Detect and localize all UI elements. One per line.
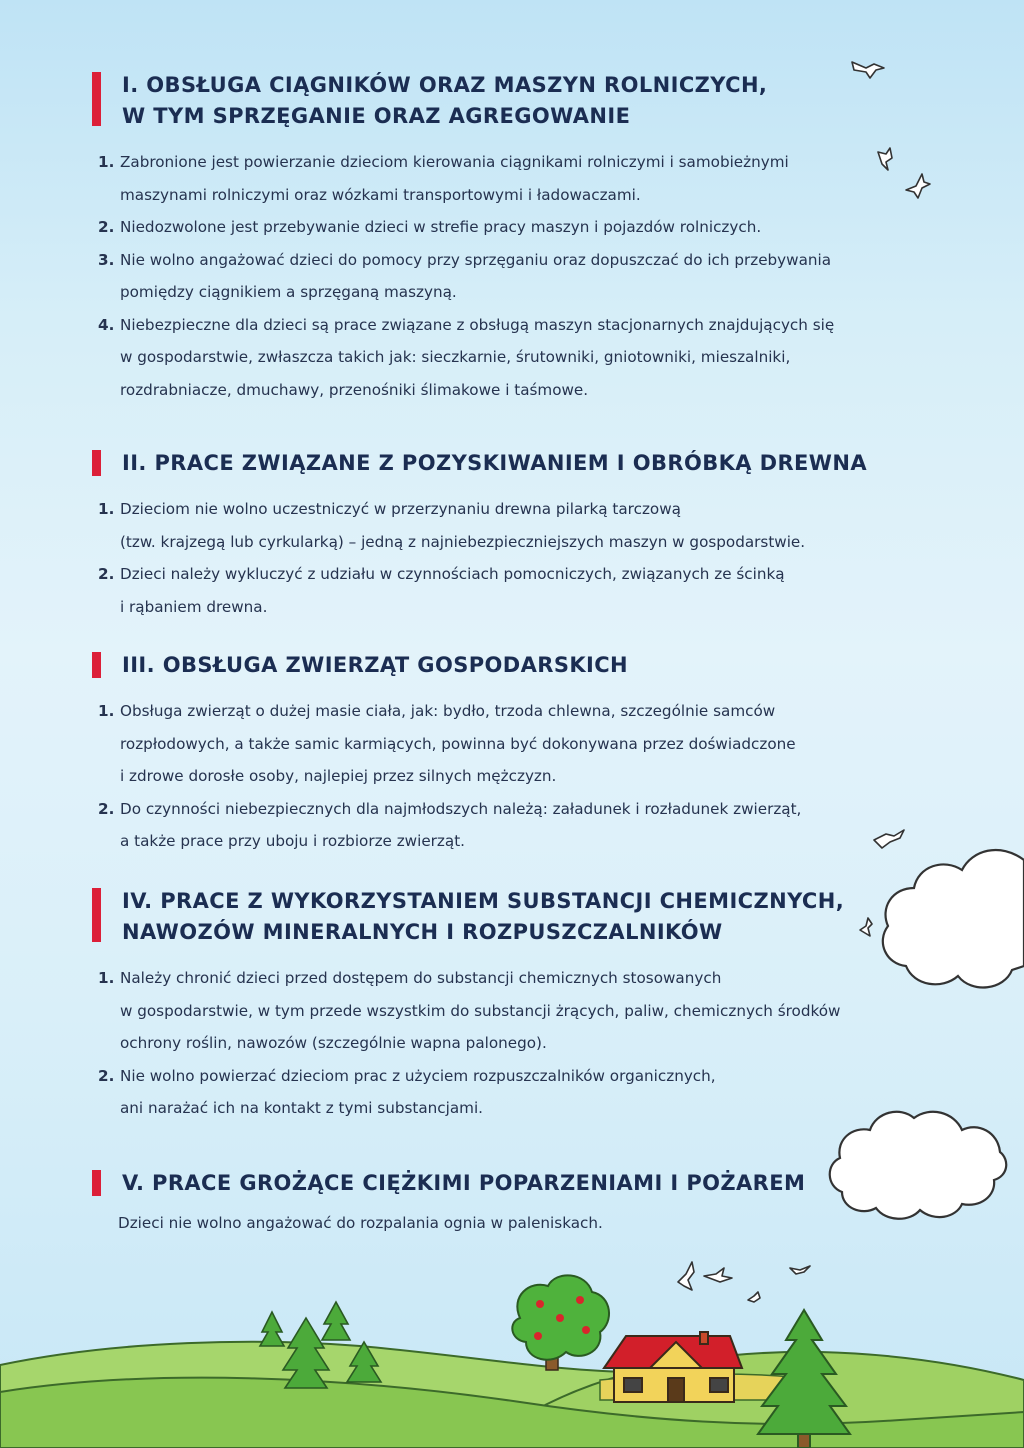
item-text-line: Nie wolno angażować dzieci do pomocy przy sprzęganiu oraz dopuszczać do ich przebywania xyxy=(120,250,832,269)
item-number: 1. xyxy=(98,969,115,987)
section-header xyxy=(92,70,912,132)
apple-tree-icon xyxy=(512,1275,609,1370)
section-accent-bar xyxy=(92,1170,101,1196)
section-accent-bar xyxy=(92,888,101,942)
item-number: 1. xyxy=(98,500,115,518)
item-text-line: rozdrabniacze, dmuchawy, przenośniki ślimakowe i taśmowe. xyxy=(120,380,589,399)
section-5 xyxy=(92,1168,912,1239)
house-icon xyxy=(604,1332,742,1402)
item-text-line: Zabronione jest powierzanie dzieciom kierowania ciągnikami rolniczymi i samobieżnymi xyxy=(120,153,789,171)
section-header xyxy=(92,448,912,479)
item-text-line: Nie wolno powierzać dzieciom prac z użyciem rozpuszczalników organicznych, xyxy=(120,1066,716,1085)
item-list xyxy=(92,962,912,1125)
section-2 xyxy=(92,448,912,623)
item-number: 1. xyxy=(98,702,115,720)
item-text-line: Do czynności niebezpiecznych dla najmłodszych należą: załadunek i rozładunek zwierząt, xyxy=(120,799,802,818)
section-title xyxy=(122,1168,912,1199)
section-header xyxy=(92,1168,912,1199)
item-number: 2. xyxy=(98,218,115,236)
section-title xyxy=(122,448,912,479)
list-item xyxy=(92,695,912,793)
section-text: Dzieci nie wolno angażować do rozpalania ognia w paleniskach. xyxy=(118,1214,603,1232)
section-title xyxy=(122,886,912,948)
item-text-line: w gospodarstwie, w tym przede wszystkim do substancji żrących, paliw, chemicznych środków xyxy=(120,1001,841,1020)
item-text-line: maszynami rolniczymi oraz wózkami transportowymi i ładowaczami. xyxy=(120,185,641,204)
section-title-line: I. OBSŁUGA CIĄGNIKÓW ORAZ MASZYN ROLNICZYCH, xyxy=(122,73,768,97)
item-text-line: w gospodarstwie, zwłaszcza takich jak: sieczkarnie, śrutowniki, gniotowniki, mieszalniki, xyxy=(120,348,791,366)
section-title-line: III. OBSŁUGA ZWIERZĄT GOSPODARSKICH xyxy=(122,653,629,677)
item-number: 4. xyxy=(98,315,115,334)
item-number: 1. xyxy=(98,153,115,171)
item-text-line: Dzieci należy wykluczyć z udziału w czynnościach pomocniczych, związanych ze ścinką xyxy=(120,565,785,583)
item-text-line: (tzw. krajzegą lub cyrkularką) – jedną z najniebezpieczniejszych maszyn w gospodarstwie. xyxy=(120,532,806,551)
list-item xyxy=(92,493,912,558)
section-4 xyxy=(92,886,912,1125)
item-list xyxy=(92,146,912,406)
list-item xyxy=(92,793,912,858)
item-text-line: Niedozwolone jest przebywanie dzieci w strefie pracy maszyn i pojazdów rolniczych. xyxy=(120,218,762,236)
list-item xyxy=(92,962,912,1060)
list-item xyxy=(92,309,912,407)
list-item xyxy=(92,211,912,244)
item-text-line: Obsługa zwierząt o dużej masie ciała, jak: bydło, trzoda chlewna, szczególnie samców xyxy=(120,702,776,720)
section-header xyxy=(92,650,912,681)
list-item xyxy=(92,558,912,623)
item-number: 2. xyxy=(98,799,115,818)
item-text-line: a także prace przy uboju i rozbiorze zwierząt. xyxy=(120,832,465,850)
item-text-line: i rąbaniem drewna. xyxy=(120,597,268,616)
list-item xyxy=(92,244,912,309)
section-accent-bar xyxy=(92,72,101,126)
section-title-line: IV. PRACE Z WYKORZYSTANIEM SUBSTANCJI CHEMICZNYCH, xyxy=(122,889,845,913)
hills xyxy=(0,1342,1024,1448)
section-accent-bar xyxy=(92,450,101,476)
item-text-line: rozpłodowych, a także samic karmiących, powinna być dokonywana przez doświadczone xyxy=(120,734,796,753)
section-title-line: II. PRACE ZWIĄZANE Z POZYSKIWANIEM I OBRÓBKĄ DREWNA xyxy=(122,451,867,475)
section-header xyxy=(92,886,912,948)
item-text-line: Należy chronić dzieci przed dostępem do substancji chemicznych stosowanych xyxy=(120,969,722,987)
item-number: 2. xyxy=(98,565,115,583)
section-title-line: W TYM SPRZĘGANIE ORAZ AGREGOWANIE xyxy=(122,104,631,128)
section-title-line: NAWOZÓW MINERALNYCH I ROZPUSZCZALNIKÓW xyxy=(122,920,723,944)
item-text-line: pomiędzy ciągnikiem a sprzęganą maszyną. xyxy=(120,283,457,301)
section-1 xyxy=(92,70,912,406)
section-3 xyxy=(92,650,912,858)
section-title xyxy=(122,650,912,681)
item-list xyxy=(92,695,912,858)
item-number: 3. xyxy=(98,250,115,269)
list-item xyxy=(92,1060,912,1125)
item-text-line: i zdrowe dorosłe osoby, najlepiej przez silnych mężczyzn. xyxy=(120,767,557,785)
item-text-line: ani narażać ich na kontakt z tymi substancjami. xyxy=(120,1099,483,1117)
item-list xyxy=(92,493,912,623)
item-text-line: Dzieciom nie wolno uczestniczyć w przerzynaniu drewna pilarką tarczową xyxy=(120,500,681,518)
section-accent-bar xyxy=(92,652,101,678)
section-title-line: V. PRACE GROŻĄCE CIĘŻKIMI POPARZENIAMI I POŻAREM xyxy=(122,1171,806,1195)
item-number: 2. xyxy=(98,1066,115,1085)
section-title xyxy=(122,70,912,132)
item-text-line: Niebezpieczne dla dzieci są prace związane z obsługą maszyn stacjonarnych znajdujących się xyxy=(120,315,835,334)
item-text-line: ochrony roślin, nawozów (szczególnie wapna palonego). xyxy=(120,1034,547,1052)
list-item xyxy=(92,146,912,211)
